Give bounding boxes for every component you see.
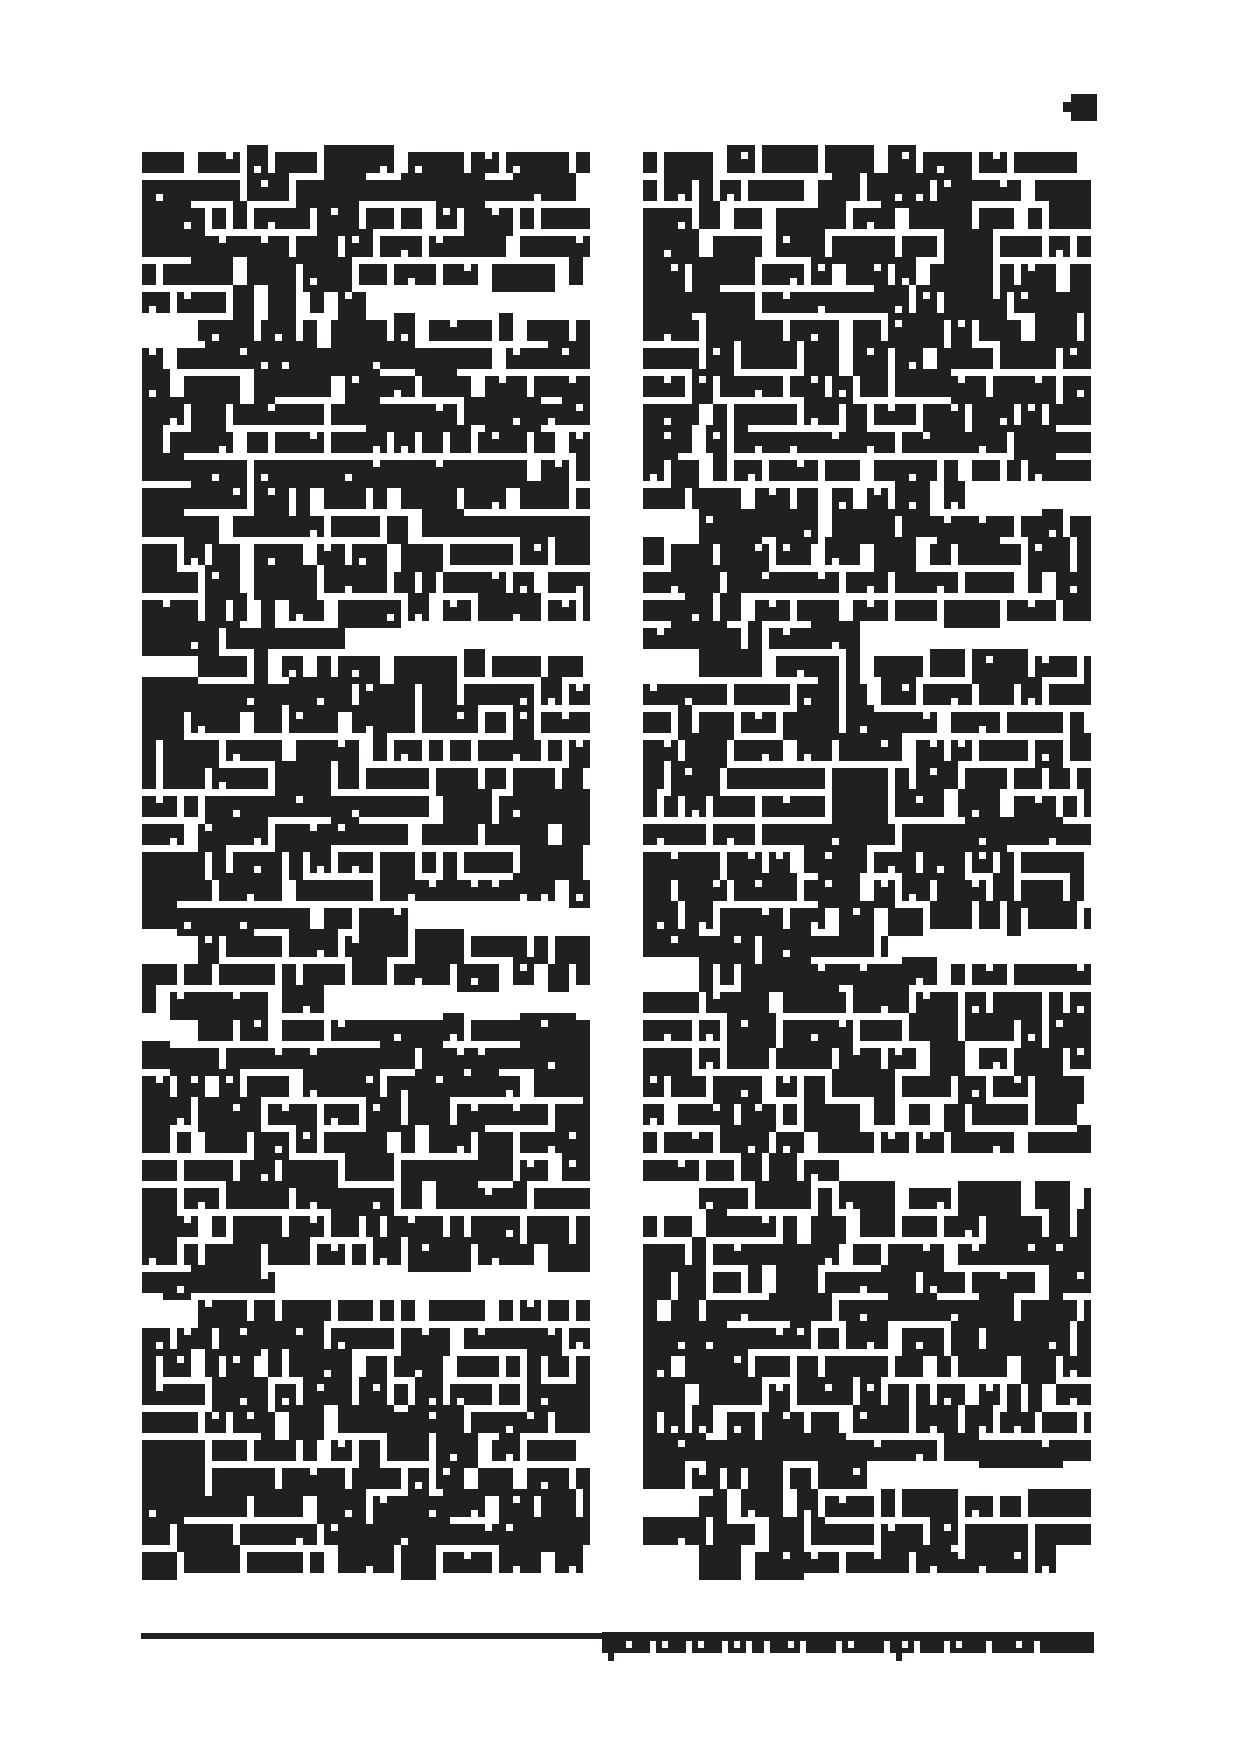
page-number-mark [1071, 94, 1097, 121]
footnote-line [602, 1630, 1096, 1666]
page-number-mark-tick [1063, 102, 1072, 112]
text-column-left [142, 145, 597, 1580]
footer-rule [141, 1633, 607, 1639]
text-column-right [643, 145, 1098, 1580]
